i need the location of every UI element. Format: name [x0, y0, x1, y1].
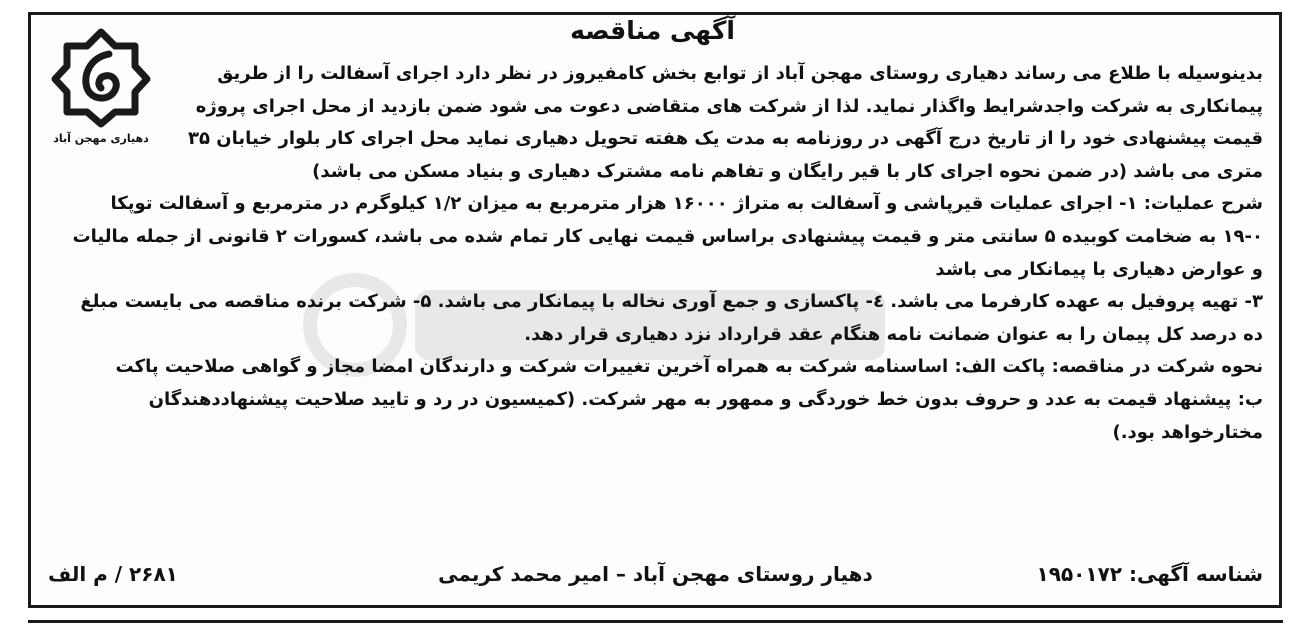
- body-line: بدینوسیله با طلاع می رساند دهیاری روستای مهجن آباد از توابع بخش کامفیروز در نظر دارد اجرای آسفالت را از طریق: [217, 63, 1263, 84]
- notice-body: [73, 58, 1263, 449]
- body-line: پیمانکاری به شرکت واجدشرایط واگذار نماید. لذا از شرکت های متقاضی دعوت می شود ضمن بازدید از محل اجرای پروژه: [195, 95, 1263, 117]
- body-line: مختارخواهد بود.): [1112, 421, 1263, 443]
- body-line: متری می باشد (در ضمن نحوه اجرای کار با قیر رایگان و تفاهم نامه مشترک دهیاری و بنیاد مسکن می باشد): [312, 160, 1263, 182]
- body-line: ده درصد کل پیمان را به عنوان ضمانت نامه هنگام عقد قرارداد نزد دهیاری قرار دهد.: [524, 323, 1263, 345]
- body-line: ۳- تهیه پروفیل به عهده کارفرما می باشد. ٤- پاکسازی و جمع آوری نخاله با پیمانکار می باشد. ۵- شرکت برنده مناقصه می بایست مبلغ: [80, 291, 1263, 313]
- notice-footer: [48, 562, 1263, 594]
- body-line: نحوه شرکت در مناقصه: پاکت الف: اساسنامه شرکت به همراه آخرین تغییرات شرکت و دارندگان امضا مجاز و گواهی صلاحیت پاکت: [115, 356, 1263, 378]
- body-line: شرح عملیات: ۱- اجرای عملیات قیرپاشی و آسفالت به متراژ ۱۶۰۰۰ هزار مترمربع به میزان ۱/۲ کیلوگرم در مترمربع و آسفالت توپکا: [110, 193, 1263, 215]
- body-line: ۱۹-۰ به ضخامت کوبیده ۵ سانتی متر و قیمت پیشنهادی براساس قیمت نهایی کار تمام شده می باشد، کسورات ۲ قانونی از جمله مالیات: [72, 225, 1263, 247]
- notice-title: آگهی مناقصه: [570, 16, 735, 45]
- logo-caption: دهیاری مهجن آباد: [53, 132, 149, 145]
- body-line: و عوارض دهیاری با پیمانکار می باشد: [935, 258, 1263, 280]
- ad-id: شناسه آگهی: ۱۹۵۰۱۷۲: [1036, 562, 1263, 586]
- body-line: ب: پیشنهاد قیمت به عدد و حروف بدون خط خوردگی و ممهور به مهر شرکت. (کمیسیون در رد و تایید صلاحیت پیشنهاددهندگان: [148, 388, 1263, 410]
- reference-code: ۲۶۸۱ / م الف: [48, 562, 178, 586]
- signature-line: دهیار روستای مهجن آباد – امیر محمد کریمی: [438, 562, 873, 586]
- bottom-divider: [28, 620, 1283, 623]
- body-line: قیمت پیشنهادی خود را از تاریخ درج آگهی در روزنامه به مدت یک هفته تحویل دهیاری نماید محل اجرای کار بلوار خیابان ۳۵: [188, 128, 1263, 150]
